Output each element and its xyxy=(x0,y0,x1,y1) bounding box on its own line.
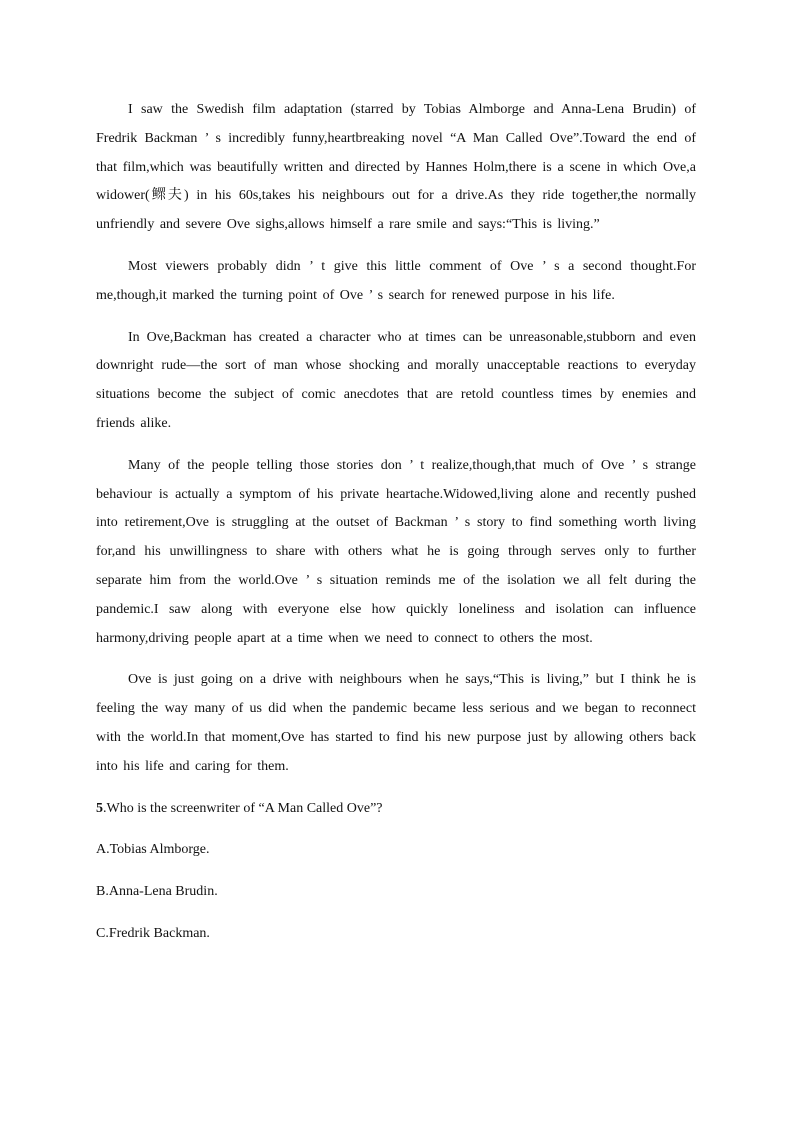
question-5 xyxy=(96,795,696,824)
question-number: 5 xyxy=(96,800,103,816)
passage-paragraph-3: In Ove,Backman has created a character who at times can be unreasonable,stubborn and even downright rude—the sort of man whose shocking and morally unacceptable reactions to everyday situations become the subject of comic anecdotes that are retold countless times by enemies and friends alike. xyxy=(96,329,696,431)
passage-paragraph-2: Most viewers probably didn ’ t give this little comment of Ove ’ s a second thought.For me,though,it marked the turning point of Ove ’ s search for renewed purpose in his life. xyxy=(96,258,696,303)
option-b: B.Anna-Lena Brudin. xyxy=(96,884,218,900)
passage-paragraph-1: I saw the Swedish film adaptation (starred by Tobias Almborge and Anna-Lena Brudin) of Fredrik Backman ’ s incredibly funny,heartbreaking novel “A Man Called Ove”.Toward the end of that film,which was beautifully written and directed by Hannes Holm,there is a scene in which Ove,a widower(鳏夫) in his 60s,takes his neighbours out for a drive.As they ride together,the normally unfriendly and severe Ove sighs,allows himself a rare smile and says:“This is living.” xyxy=(96,102,696,233)
passage-paragraph-5: Ove is just going on a drive with neighbours when he says,“This is living,” but I think he is feeling the way many of us did when the pandemic became less serious and we began to reconnect with the world.In that moment,Ove has started to find his new purpose just by allowing others back into his life and caring for them. xyxy=(96,672,696,774)
option-a: A.Tobias Almborge. xyxy=(96,842,210,858)
document-page xyxy=(96,96,696,962)
passage-paragraph-4: Many of the people telling those stories don ’ t realize,though,that much of Ove ’ s strange behaviour is actually a symptom of his private heartache.Widowed,living alone and recently pushed into retirement,Ove is struggling at the outset of Backman ’ s story to find something worth living for,and his unwillingness to share with others what he is going through serves only to further separate him from the world.Ove ’ s situation reminds me of the isolation we all felt during the pandemic.I saw along with everyone else how quickly loneliness and isolation can influence harmony,driving people apart at a time when we need to connect to others the most. xyxy=(96,457,696,646)
question-text: .Who is the screenwriter of “A Man Called Ove”? xyxy=(103,800,383,816)
answer-options xyxy=(96,836,696,948)
option-c: C.Fredrik Backman. xyxy=(96,925,210,941)
